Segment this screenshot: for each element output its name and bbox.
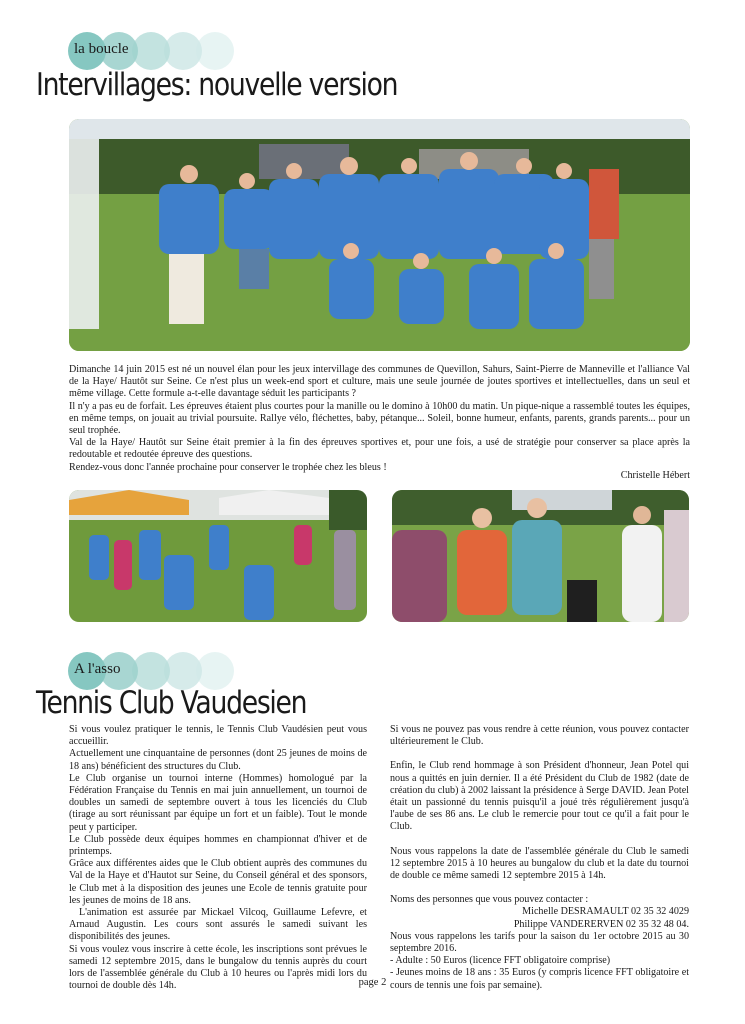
paragraph: Nous vous rappelons la date de l'assemblée générale du Club le samedi 12 septembre 2015 à 10 heures au bungalow du club et la date du tournoi de double ce même samedi 12 septembre 2015 à 14h. bbox=[390, 845, 689, 882]
tennis-column-right bbox=[390, 724, 689, 992]
tarif-line: - Jeunes moins de 18 ans : 35 Euros (y compris licence FFT obligatoire et cours de tennis une fois par semaine). bbox=[390, 967, 689, 991]
paragraph: Il n'y a pas eu de forfait. Les épreuves étaient plus courtes pour la manille ou le domino à 10h00 du matin. Un pique-nique a rassemblé toutes les équipes, en même temps, on jouait au trivial poursuite. Rallye vélo, fléchettes, baby, pétanque... Soleil, bonne humeur, enfants, parents, grands parents... pour un seul trophée. bbox=[69, 400, 690, 437]
article-author: Christelle Hébert bbox=[620, 470, 690, 481]
paragraph: Le Club organise un tournoi interne (Hommes) homologué par la Fédération Française du Tennis en mai juin annuellement, un tournoi de doubles un samedi de septembre ouvert à tous les licenciés du Club (tirage au sort réunissant par équipe un fort et un faible). Tout le monde peut y participer. bbox=[69, 772, 367, 833]
article-body-intervillages bbox=[69, 364, 690, 474]
paragraph: Si vous voulez pratiquer le tennis, le Tennis Club Vaudésien peut vous accueillir. bbox=[69, 724, 367, 748]
group-photo-intervillages bbox=[69, 119, 690, 351]
article-title-intervillages: Intervillages: nouvelle version bbox=[36, 67, 398, 103]
paragraph: L'animation est assurée par Mickael Vilcoq, Guillaume Lefevre, et Arnaud Augustin. Les cours sont assurés le samedi suivant les disponibilités des jeunes. bbox=[69, 907, 370, 943]
contact-line: Philippe VANDERERVEN 02 35 32 48 04. bbox=[513, 918, 689, 930]
article-title-tennis-club: Tennis Club Vaudesien bbox=[36, 685, 307, 721]
photo-trophy-presentation bbox=[392, 490, 689, 622]
paragraph: Dimanche 14 juin 2015 est né un nouvel élan pour les jeux intervillage des communes de Quevillon, Sahurs, Saint-Pierre de Manneville et l'alliance Val de la Haye/ Hautôt sur Seine. Ce n'est plus un week-end sport et culture, mais une seule journée de joutes sportives et intellectuelles, dans un seul et même village. Cette formule a-t-elle davantage séduit les participants ? bbox=[69, 364, 690, 400]
paragraph: Rendez-vous donc l'année prochaine pour conserver le trophée chez les bleus ! bbox=[69, 461, 387, 473]
page-number: page 2 bbox=[358, 977, 387, 988]
section-tag-label: A l'asso bbox=[74, 661, 121, 677]
paragraph: Enfin, le Club rend hommage à son Président d'honneur, Jean Potel qui nous a quittés en juin dernier. Il a été Président du Club de 1982 (date de création du club) à 2002 laissant la présidence à Serge DAVID. Jean Potel était un passionné du tennis puisqu'il a joué très régulièrement jusqu'à l'aube de ses 86 ans. Le club le remercie pour tout ce qu'il a fait pour le Club. bbox=[390, 760, 689, 833]
paragraph: Val de la Haye/ Hautôt sur Seine était premier à la fin des épreuves sportives et, pour une fois, a usé de stratégie pour conserver sa place après la redoutable et redoutée épreuve des questions. bbox=[69, 437, 690, 461]
paragraph: Si vous voulez vous inscrire à cette école, les inscriptions sont prévues le samedi 12 septembre 2015, dans le bungalow du tennis auprès du court lors de l'assemblée générale du Club à 10 heures ou l'après midi lors du tournoi de double dès 14h. bbox=[69, 943, 367, 992]
contacts-intro: Noms des personnes que vous pouvez contacter : bbox=[390, 894, 589, 906]
tarifs-intro: Nous vous rappelons les tarifs pour la saison du 1er octobre 2015 au 30 septembre 2016. bbox=[390, 930, 689, 955]
section-tag-la-boucle bbox=[68, 32, 238, 70]
section-tag-label: la boucle bbox=[74, 41, 129, 57]
tarif-line: - Adulte : 50 Euros (licence FFT obligatoire comprise) bbox=[390, 955, 611, 967]
paragraph: Si vous ne pouvez pas vous rendre à cette réunion, vous pouvez contacter ultérieurement le Club. bbox=[390, 724, 689, 748]
paragraph: Le Club possède deux équipes hommes en championnat d'hiver et de printemps. bbox=[69, 833, 367, 858]
photo-crowd-tents bbox=[69, 490, 367, 622]
paragraph: Actuellement une cinquantaine de personnes (dont 25 jeunes de moins de 18 ans) bénéficient des structures du Club. bbox=[69, 748, 367, 772]
contact-line: Michelle DESRAMAULT 02 35 32 4029 bbox=[522, 906, 689, 918]
tennis-column-left bbox=[69, 724, 370, 992]
paragraph: Grâce aux différentes aides que le Club obtient auprès des communes du Val de la Haye et d'Hautot sur Seine, du Conseil général et des sponsors, le Club met à la disposition des jeunes une Ecole de tennis gratuite pour les jeunes de moins de 18 ans. bbox=[69, 858, 367, 906]
